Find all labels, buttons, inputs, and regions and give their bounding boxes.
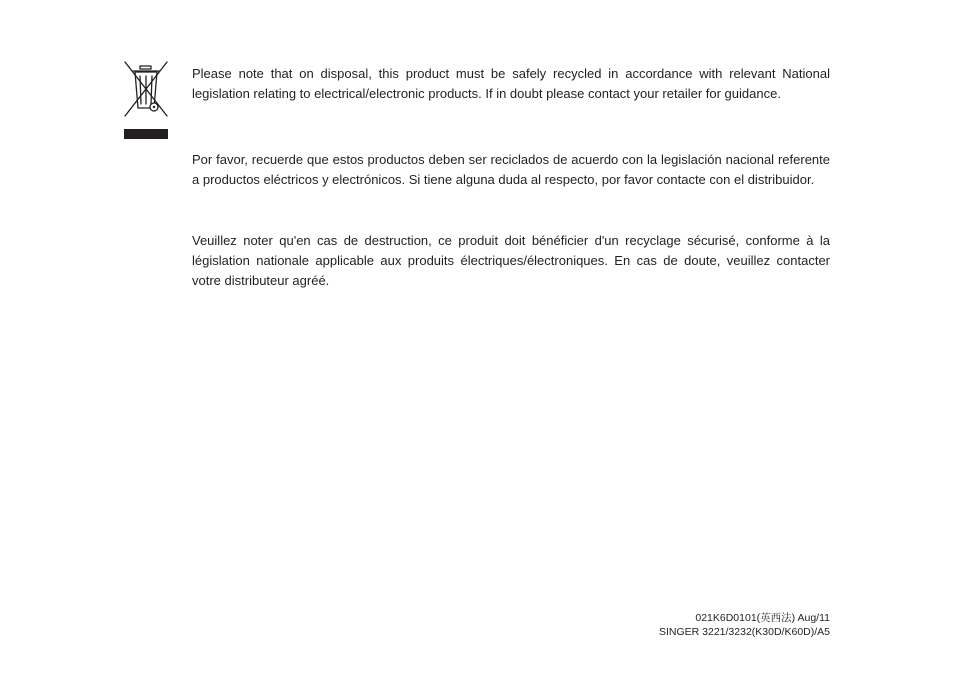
weee-bin-icon (123, 60, 169, 140)
document-code: 021K6D0101(英西法) Aug/11 (695, 612, 830, 624)
model-number: SINGER 3221/3232(K30D/K60D)/A5 (658, 626, 830, 638)
disposal-notice-spanish: Por favor, recuerde que estos productos deben ser reciclados de acuerdo con la legislación nacional referente a productos eléctricos y electrónicos. Si tiene alguna duda al respecto, por favor contacte con el distribuidor. (192, 152, 830, 187)
disposal-notice-french: Veuillez noter qu'en cas de destruction, ce produit doit bénéficier d'un recyclage sécurisé, conforme à la législation nationale applicable aux produits électriques/électroniques. En cas de doute, veuillez contacter votre distributeur agréé. (192, 233, 830, 288)
document-footer (659, 611, 830, 639)
disposal-notice-english: Please note that on disposal, this product must be safely recycled in accordance with relevant National legislation relating to electrical/electronic products. If in doubt please contact your retailer for guidance. (192, 66, 830, 101)
